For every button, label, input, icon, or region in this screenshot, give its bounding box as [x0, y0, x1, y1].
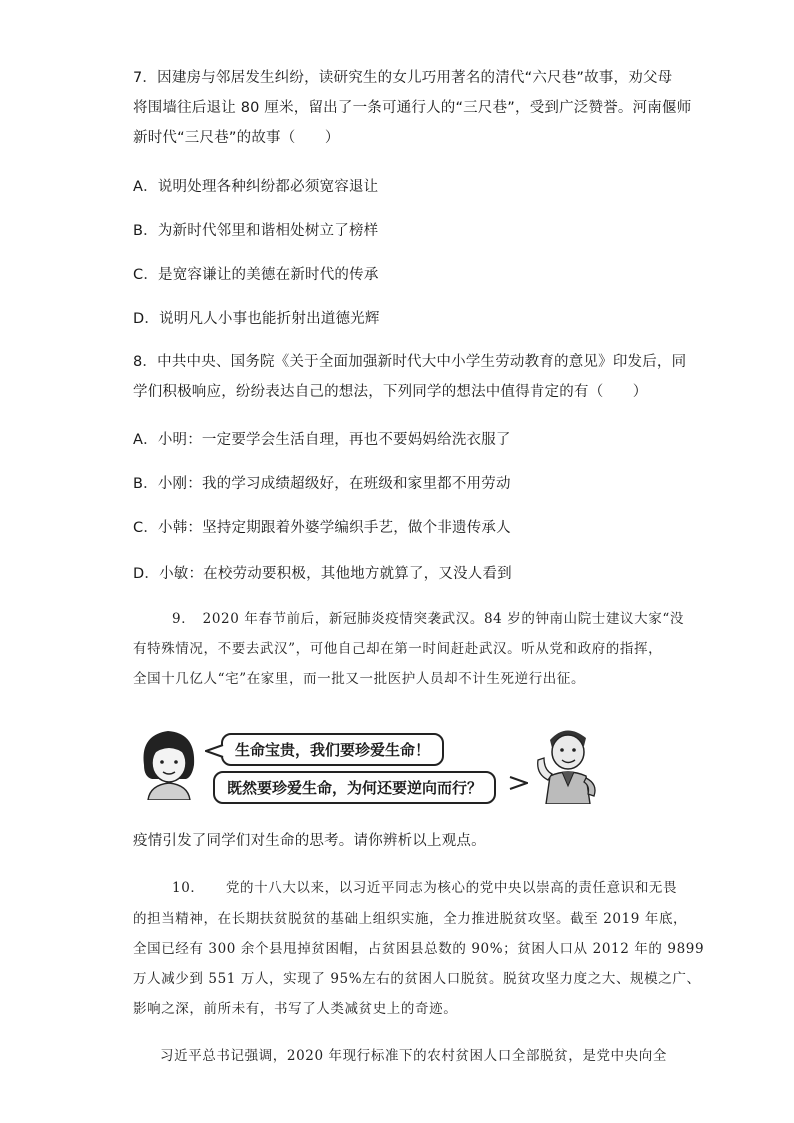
speech-bubble-boy-text: 既然要珍爱生命，为何还要逆向而行？	[227, 779, 483, 797]
q10-stem-line-3: 全国已经有 300 余个县甩掉贫困帽，占贫困县总数的 90%；贫困人口从 2012 年的 9899	[133, 941, 705, 957]
boy-illustration	[528, 720, 604, 804]
q8-option-b: B．小刚：我的学习成绩超级好，在班级和家里都不用劳动	[133, 476, 511, 492]
q8-stem-line-1: 8．中共中央、国务院《关于全面加强新时代大中小学生劳动教育的意见》印发后，同	[133, 354, 687, 370]
q8-option-d: D．小敏：在校劳动要积极，其他地方就算了，又没人看到	[133, 566, 512, 582]
q8-option-c: C．小韩：坚持定期跟着外婆学编织手艺，做个非遗传承人	[133, 520, 511, 536]
bubble-tail-right	[508, 776, 528, 790]
speech-bubble-girl	[221, 733, 444, 766]
q7-option-a: A．说明处理各种纠纷都必须宽容退让	[133, 179, 379, 195]
q10-stem-line-2: 的担当精神，在长期扶贫脱贫的基础上组织实施，全力推进脱贫攻坚。截至 2019 年底，	[133, 911, 688, 927]
q9-stem-line-3: 全国十几亿人“宅”在家里，而一批又一批医护人员却不计生死逆行出征。	[133, 671, 586, 687]
q8-stem-line-2: 学们积极响应，纷纷表达自己的想法，下列同学的想法中值得肯定的有（ ）	[133, 384, 648, 400]
q7-option-d: D．说明凡人小事也能折射出道德光辉	[133, 311, 380, 327]
q7-option-b: B．为新时代邻里和谐相处树立了榜样	[133, 223, 379, 239]
girl-illustration	[134, 725, 204, 800]
speech-bubble-girl-text: 生命宝贵，我们要珍爱生命！	[235, 741, 431, 759]
q7-option-c: C．是宽容谦让的美德在新时代的传承	[133, 267, 379, 283]
speech-bubble-boy	[213, 771, 496, 804]
q8-option-a: A．小明：一定要学会生活自理，再也不要妈妈给洗衣服了	[133, 432, 511, 448]
q10-stem-line-4: 万人减少到 551 万人，实现了 95%左右的贫困人口脱贫。脱贫攻坚力度之大、规模之广、	[133, 971, 701, 987]
q7-stem-line-2: 将围墙往后退让 80 厘米，留出了一条可通行人的“三尺巷”，受到广泛赞誉。河南偃师	[133, 100, 692, 116]
q7-stem-line-3: 新时代“三尺巷”的故事（ ）	[133, 130, 340, 146]
q10-stem-line-1: 10． 党的十八大以来，以习近平同志为核心的党中央以崇高的责任意识和无畏	[172, 880, 678, 896]
q9-stem-line-2: 有特殊情况，不要去武汉”，可他自己却在第一时间赶赴武汉。听从党和政府的指挥，	[133, 641, 663, 657]
q10-stem-line-6: 习近平总书记强调，2020 年现行标准下的农村贫困人口全部脱贫，是党中央向全	[160, 1048, 667, 1064]
q10-stem-line-5: 影响之深，前所未有，书写了人类减贫史上的奇迹。	[133, 1001, 458, 1017]
bubble-tail-left	[205, 744, 225, 758]
q7-stem-line-1: 7．因建房与邻居发生纠纷，读研究生的女儿巧用著名的清代“六尺巷”故事，劝父母	[133, 70, 673, 86]
q9-question: 疫情引发了同学们对生命的思考。请你辨析以上观点。	[133, 833, 486, 849]
q9-stem-line-1: 9． 2020 年春节前后，新冠肺炎疫情突袭武汉。84 岁的钟南山院士建议大家“没	[172, 611, 684, 627]
